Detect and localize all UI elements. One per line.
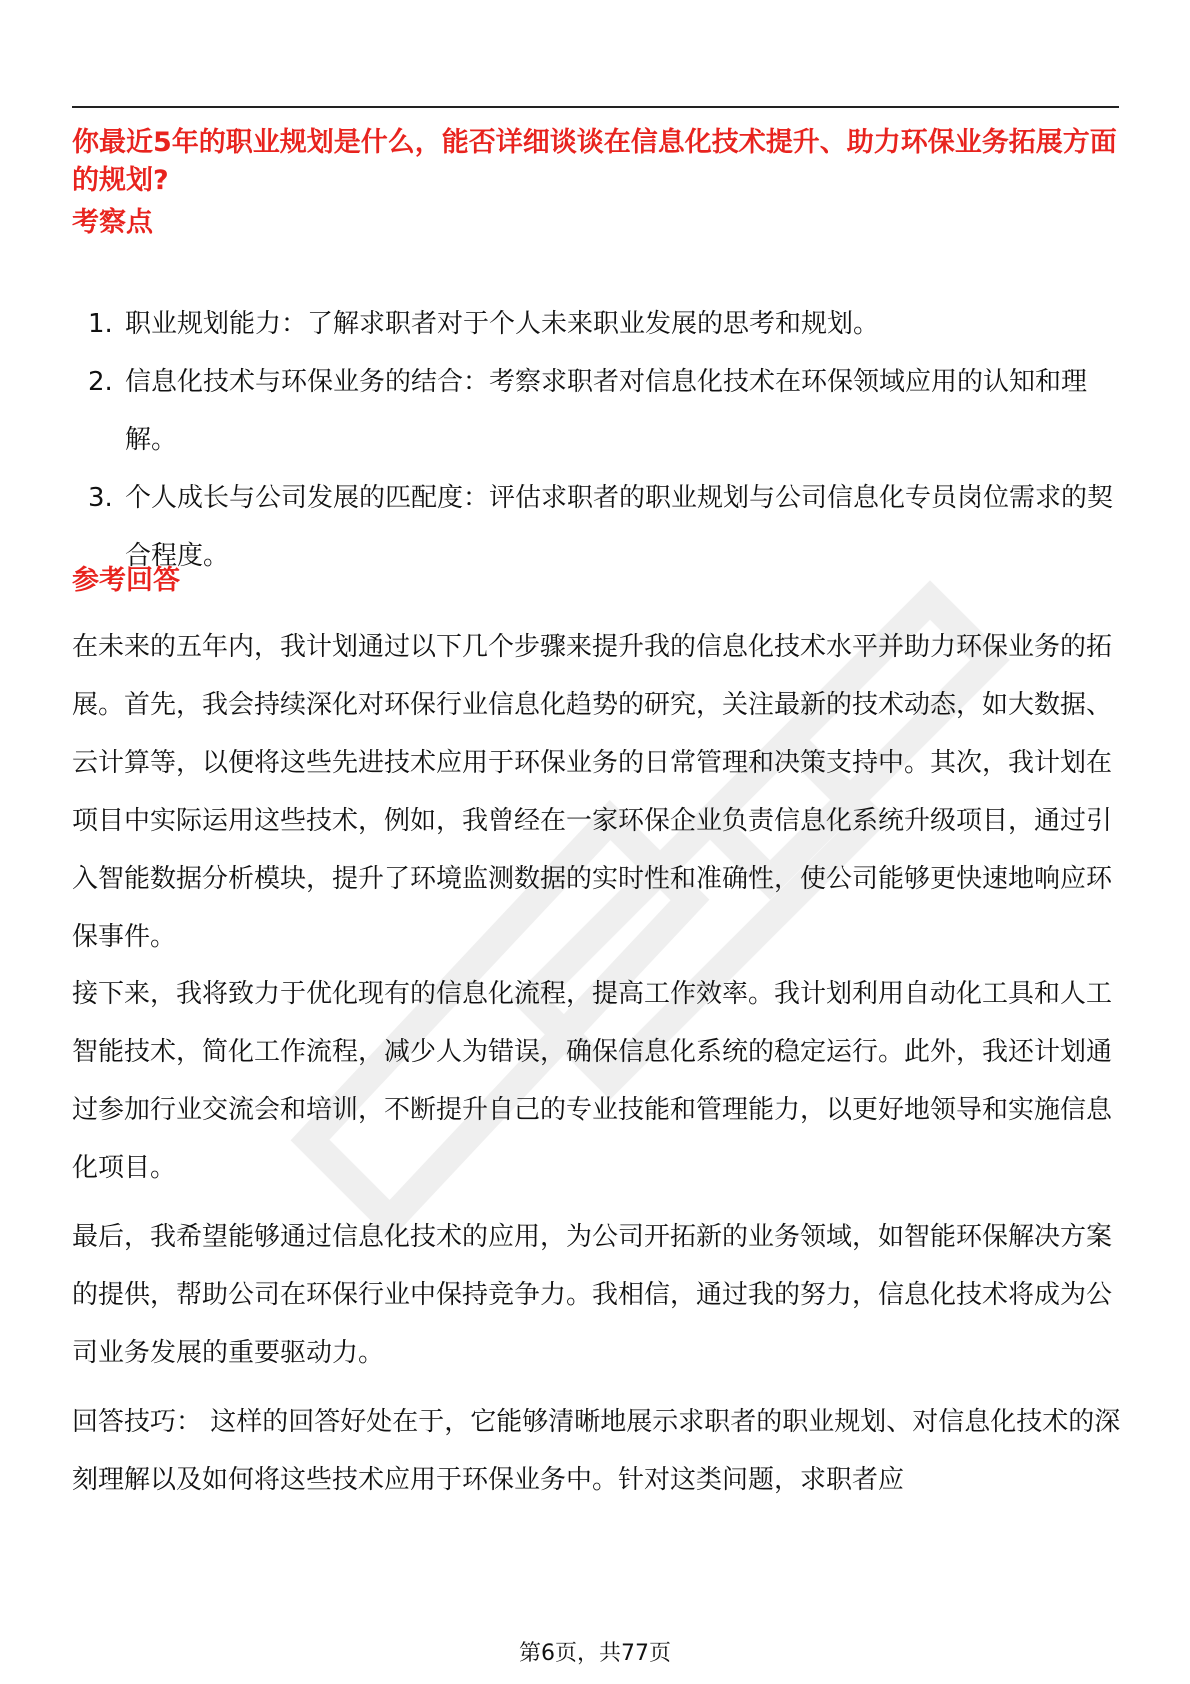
list-number: 2. [88,367,113,397]
list-item [72,469,1122,585]
list-text: 信息化技术与环保业务的结合：考察求职者对信息化技术在环保领域应用的认知和理解。 [125,367,1088,455]
answer-paragraph-3: 最后，我希望能够通过信息化技术的应用，为公司开拓新的业务领域，如智能环保解决方案的提供，帮助公司在环保行业中保持竞争力。我相信，通过我的努力，信息化技术将成为公司业务发展的重要驱动力。 [72,1222,1113,1368]
list-number: 1. [88,309,113,339]
page-footer: 第6页，共77页 [519,1641,671,1666]
top-divider [72,106,1119,108]
focus-heading: 考察点 [72,207,153,238]
focus-list [72,295,1122,585]
interview-question: 你最近5年的职业规划是什么，能否详细谈谈在信息化技术提升、助力环保业务拓展方面的规划? [72,127,1117,196]
list-number: 3. [88,483,113,513]
answer-paragraph-2: 接下来，我将致力于优化现有的信息化流程，提高工作效率。我计划利用自动化工具和人工智能技术，简化工作流程，减少人为错误，确保信息化系统的稳定运行。此外，我还计划通过参加行业交流会和培训，不断提升自己的专业技能和管理能力，以更好地领导和实施信息化项目。 [72,979,1113,1183]
list-item [72,353,1122,469]
list-item [72,295,1122,353]
list-text: 个人成长与公司发展的匹配度：评估求职者的职业规划与公司信息化专员岗位需求的契合程度。 [125,483,1114,571]
answer-tips-paragraph: 回答技巧： 这样的回答好处在于，它能够清晰地展示求职者的职业规划、对信息化技术的深刻理解以及如何将这些技术应用于环保业务中。针对这类问题，求职者应 [72,1407,1121,1495]
answer-heading: 参考回答 [72,565,180,596]
list-text: 职业规划能力：了解求职者对于个人未来职业发展的思考和规划。 [125,309,880,339]
answer-paragraph-1: 在未来的五年内，我计划通过以下几个步骤来提升我的信息化技术水平并助力环保业务的拓展。首先，我会持续深化对环保行业信息化趋势的研究，关注最新的技术动态，如大数据、云计算等，以便将这些先进技术应用于环保业务的日常管理和决策支持中。其次，我计划在项目中实际运用这些技术，例如，我曾经在一家环保企业负责信息化系统升级项目，通过引入智能数据分析模块，提升了环境监测数据的实时性和准确性，使公司能够更快速地响应环保事件。 [72,632,1113,952]
